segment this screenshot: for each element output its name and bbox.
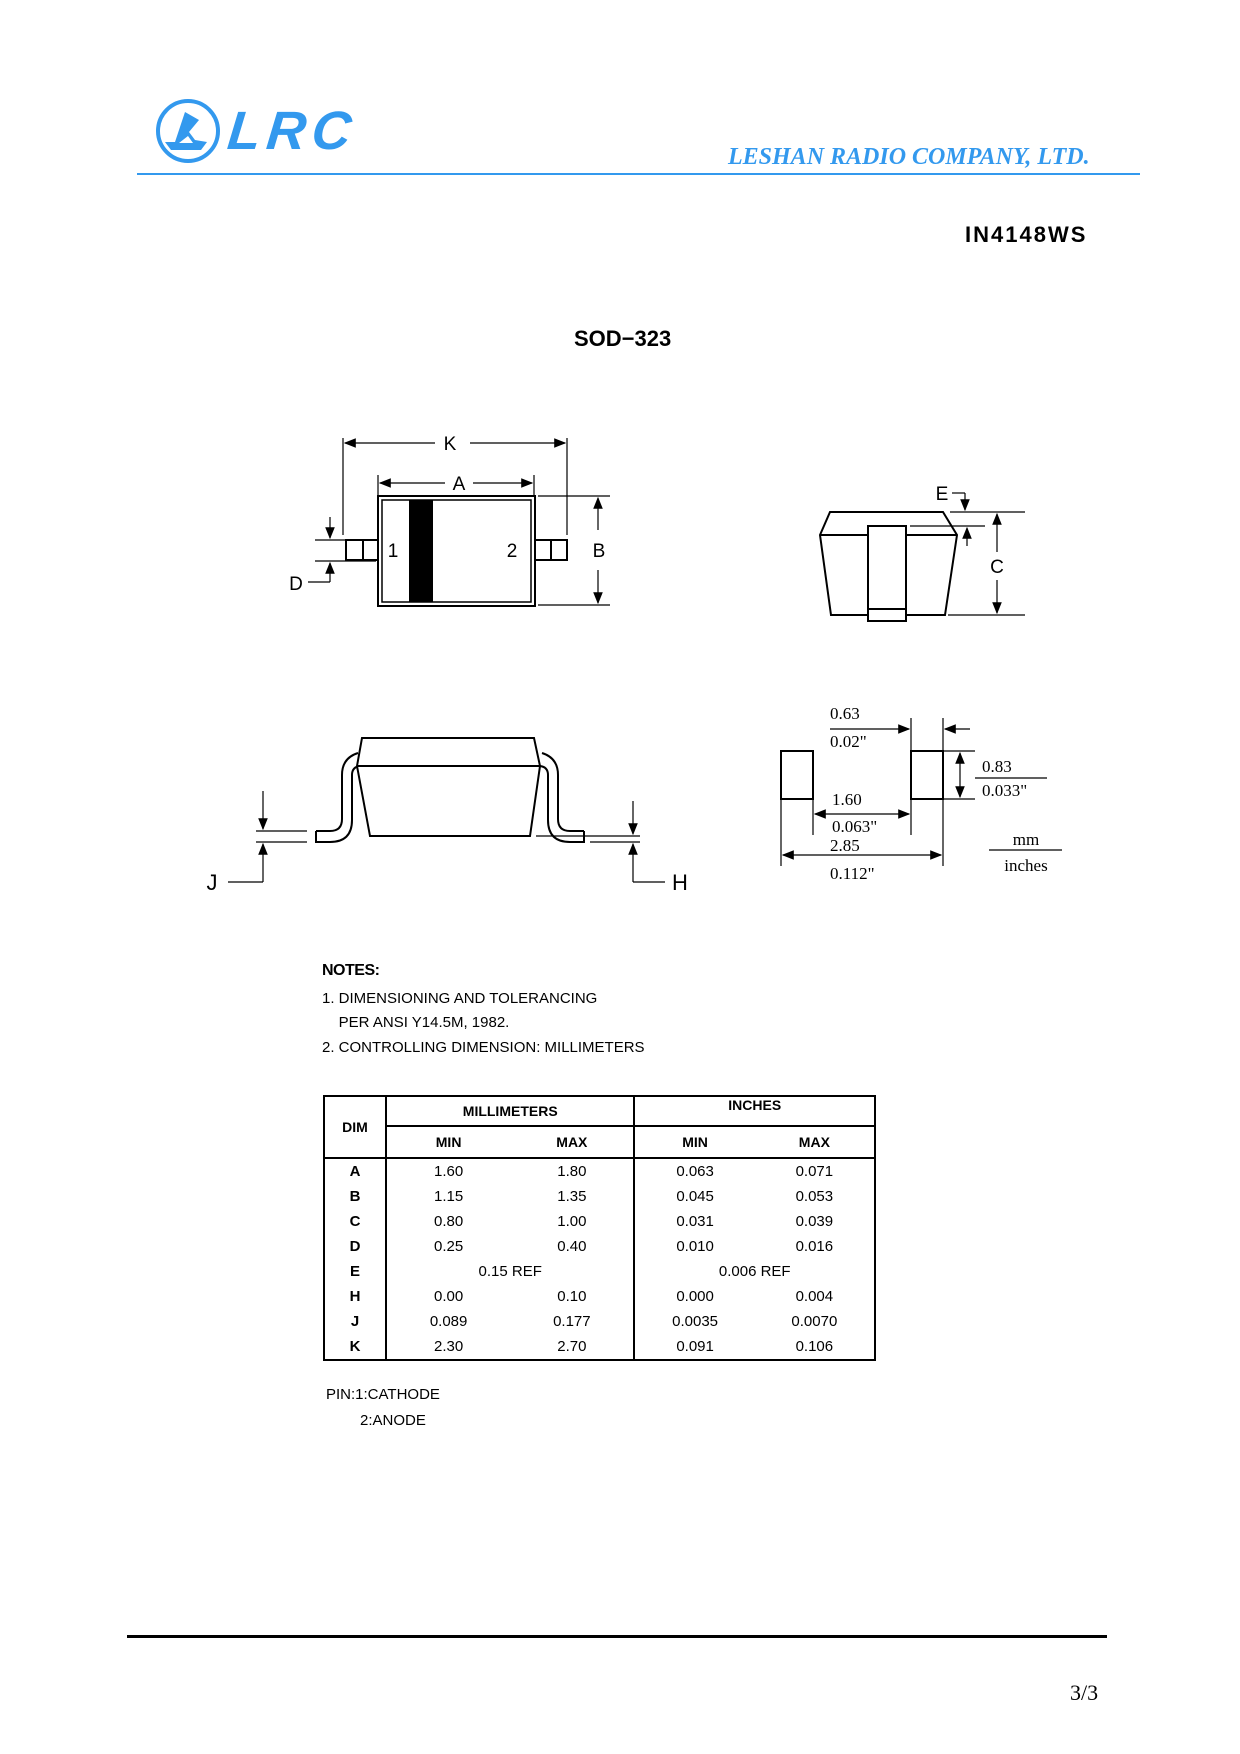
pinout-line-2: 2:ANODE xyxy=(360,1412,426,1429)
label-E: E xyxy=(935,484,949,505)
table-row: D 0.25 0.40 0.010 0.016 xyxy=(324,1234,875,1259)
outer-span-in: 0.112" xyxy=(830,864,875,883)
table-row: J 0.089 0.177 0.0035 0.0070 xyxy=(324,1309,875,1334)
note-1: 1. DIMENSIONING AND TOLERANCING xyxy=(322,990,598,1007)
header-millimeters: MILLIMETERS xyxy=(386,1096,634,1126)
inner-span-in: 0.063" xyxy=(832,817,878,836)
label-D: D xyxy=(289,574,303,595)
units-mm-label: mm xyxy=(1012,830,1040,849)
header-in-max: MAX xyxy=(755,1126,875,1158)
top-view-drawing xyxy=(270,420,630,620)
dimension-table xyxy=(323,1095,876,1361)
footprint-drawing xyxy=(760,690,1080,890)
pad-height-mm: 0.83 xyxy=(982,757,1012,776)
table-row: C 0.80 1.00 0.031 0.039 xyxy=(324,1209,875,1234)
label-J: J xyxy=(206,870,218,895)
pad-gap-mm: 0.63 xyxy=(830,704,860,723)
inner-span-mm: 1.60 xyxy=(832,790,862,809)
label-A: A xyxy=(452,474,466,495)
page-number: 3/3 xyxy=(1070,1680,1099,1705)
table-row: E 0.15 REF 0.006 REF xyxy=(324,1259,875,1284)
note-1-cont: PER ANSI Y14.5M, 1982. xyxy=(322,1014,510,1031)
header-dim: DIM xyxy=(324,1096,386,1158)
part-number: IN4148WS xyxy=(965,222,1088,247)
label-K: K xyxy=(443,434,457,455)
header-rule xyxy=(137,173,1140,175)
side-view-drawing xyxy=(180,720,720,900)
footer-rule xyxy=(127,1635,1107,1638)
header-inches: INCHES xyxy=(634,1096,875,1126)
units-inches-label: inches xyxy=(1004,856,1048,875)
pinout-line-1: PIN:1:CATHODE xyxy=(326,1386,440,1403)
table-row: K 2.30 2.70 0.091 0.106 xyxy=(324,1334,875,1360)
pad-gap-in: 0.02" xyxy=(830,732,867,751)
company-name: LESHAN RADIO COMPANY, LTD. xyxy=(728,144,1090,170)
table-row: B 1.15 1.35 0.045 0.053 xyxy=(324,1184,875,1209)
header-mm-min: MIN xyxy=(386,1126,510,1158)
table-row: A 1.60 1.80 0.063 0.071 xyxy=(324,1158,875,1184)
note-2: 2. CONTROLLING DIMENSION: MILLIMETERS xyxy=(322,1039,645,1056)
pin-1-label: 1 xyxy=(387,541,399,562)
label-H: H xyxy=(672,870,688,895)
notes-title: NOTES: xyxy=(322,962,380,979)
pad-height-in: 0.033" xyxy=(982,781,1028,800)
label-B: B xyxy=(592,541,606,562)
lrc-logo-icon xyxy=(155,98,221,164)
pin-2-label: 2 xyxy=(506,541,518,562)
package-title: SOD−323 xyxy=(574,326,672,351)
header-in-min: MIN xyxy=(634,1126,754,1158)
header-mm-max: MAX xyxy=(510,1126,634,1158)
outer-span-mm: 2.85 xyxy=(830,836,860,855)
end-view-drawing xyxy=(780,460,1040,630)
table-row: H 0.00 0.10 0.000 0.004 xyxy=(324,1284,875,1309)
logo-text: LRC xyxy=(224,101,361,161)
label-C: C xyxy=(990,557,1004,578)
